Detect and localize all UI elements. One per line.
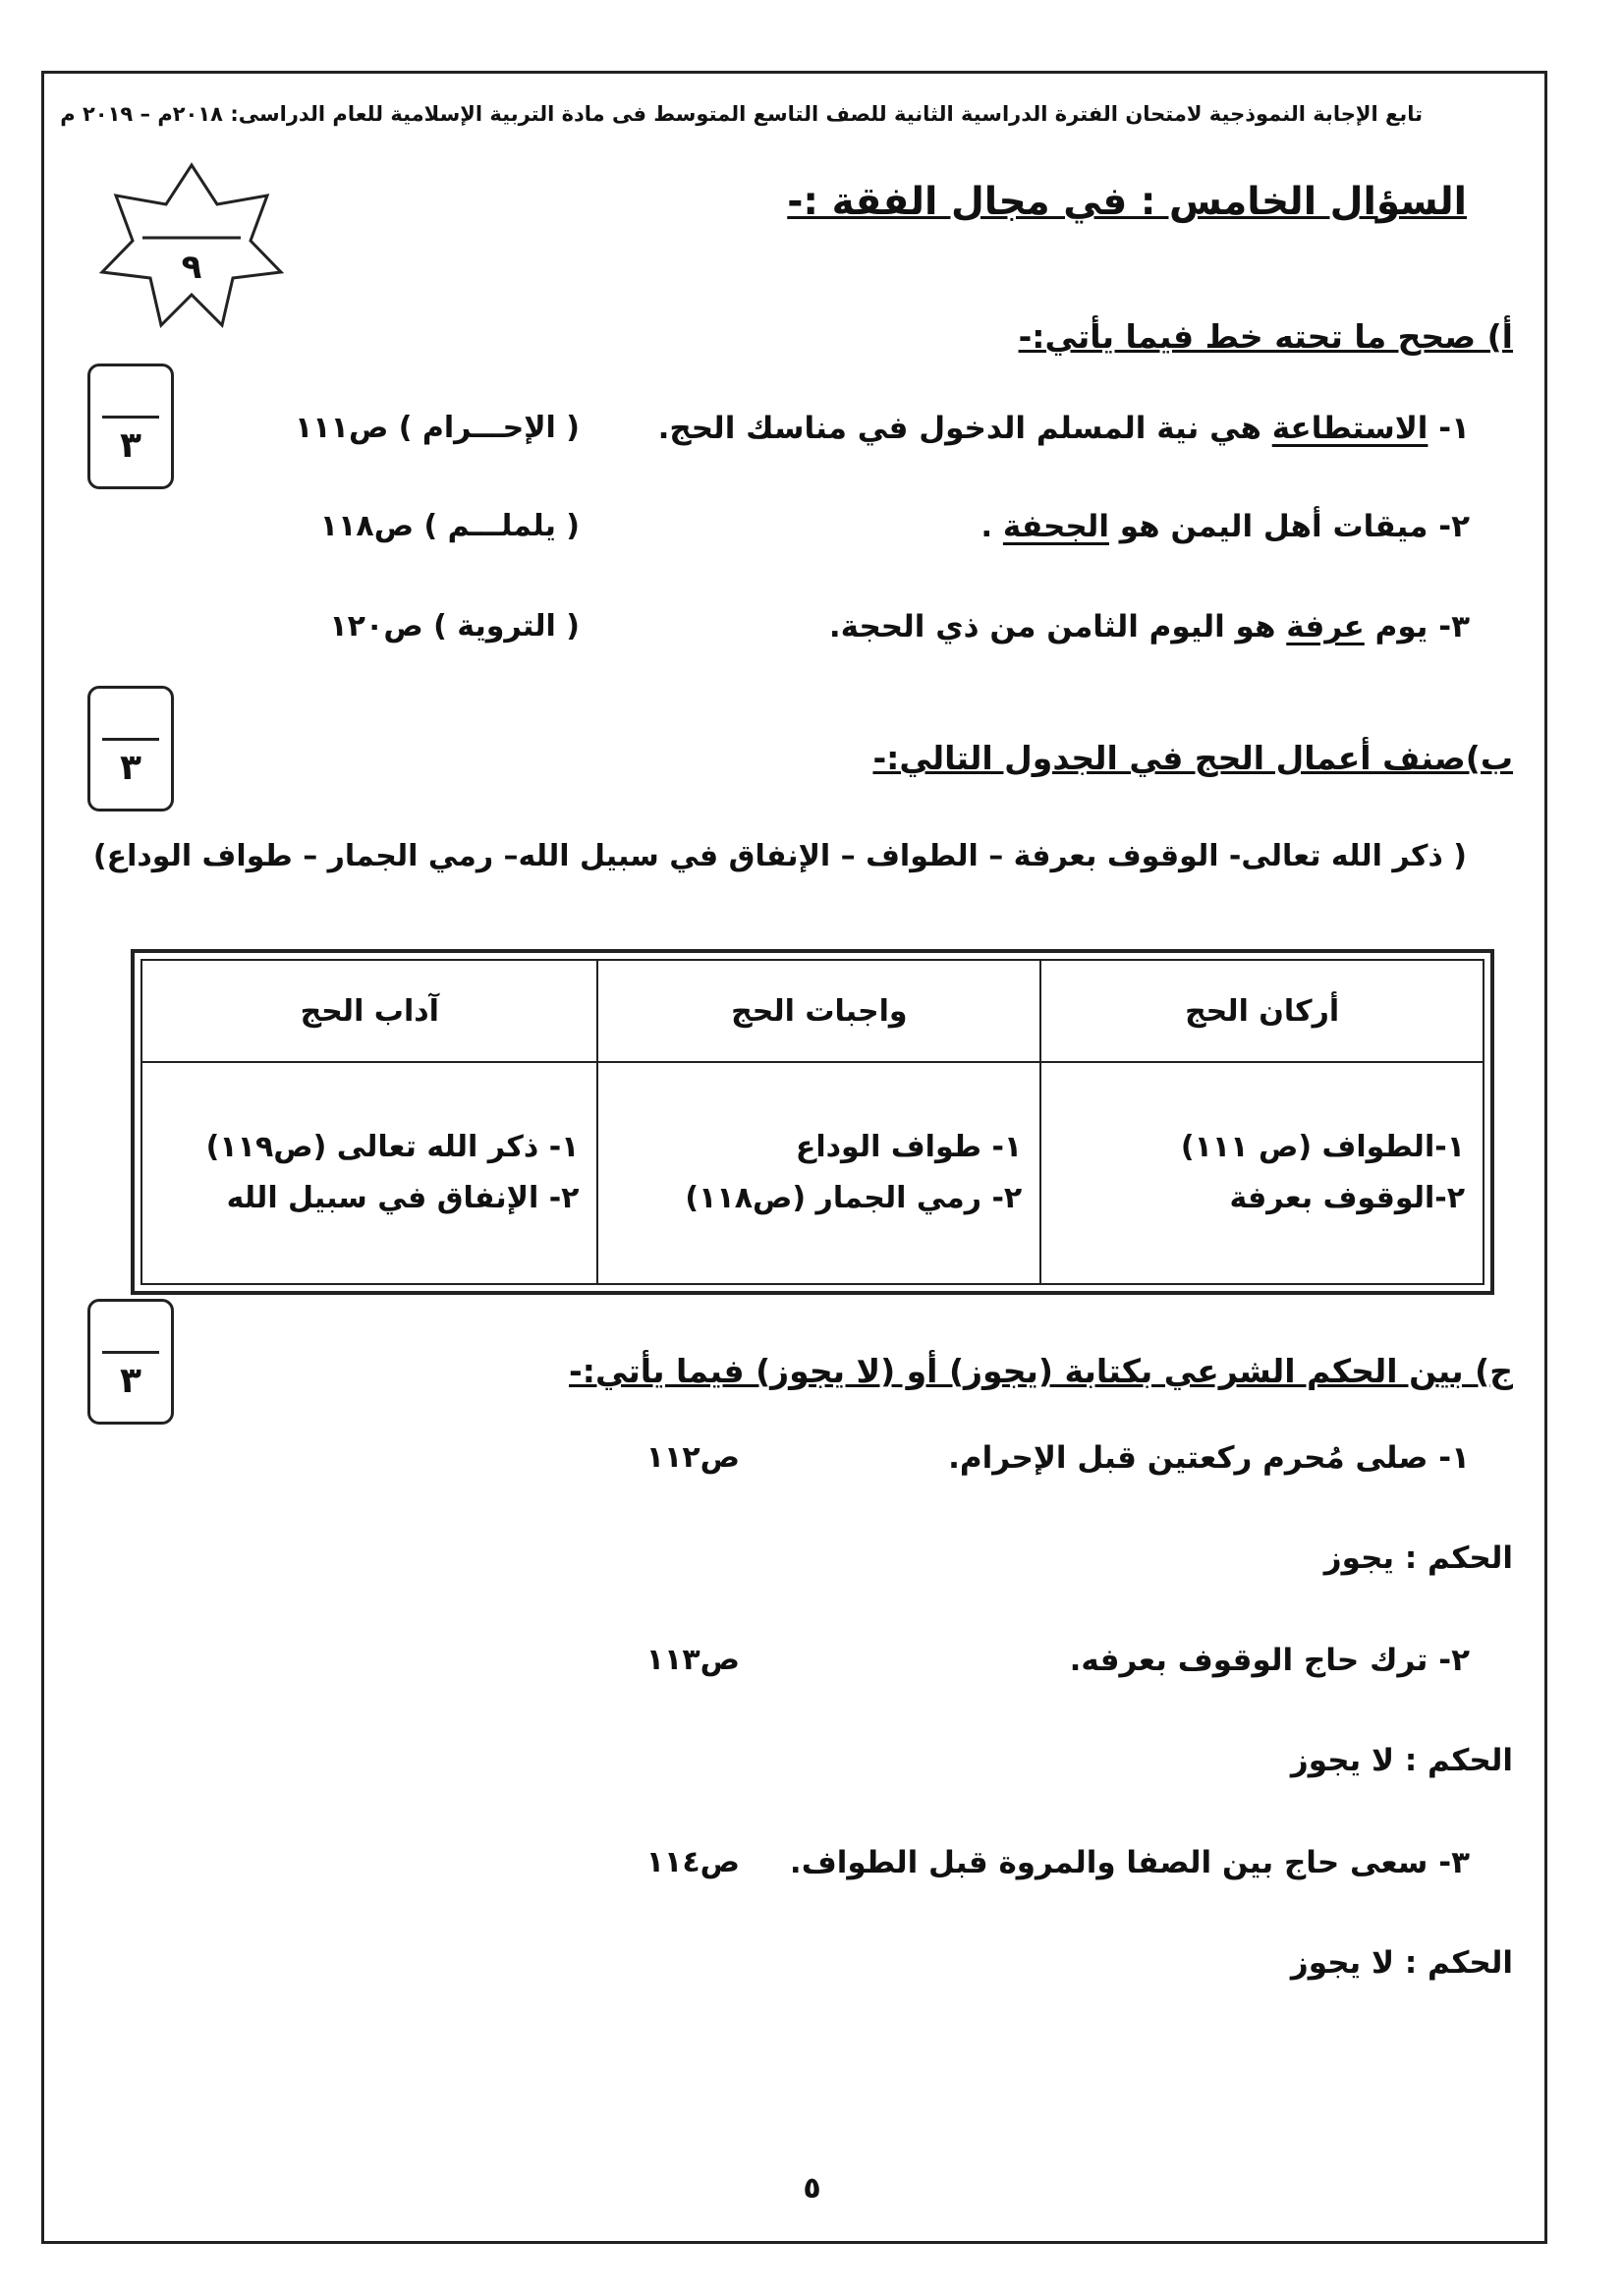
column-header-pillars: أركان الحج: [1040, 960, 1484, 1062]
section-c-ruling-3: الحكم : لا يجوز: [1290, 1945, 1513, 1981]
section-b-score-box: [87, 686, 174, 812]
table-row: [141, 1062, 1484, 1284]
section-a-answer-3: ( التروية ) ص١٢٠: [329, 609, 580, 644]
section-c-page-2: ص١١٣: [645, 1643, 740, 1677]
column-header-etiquettes: آداب الحج: [141, 960, 597, 1062]
section-a-answer-1: ( الإحـــرام ) ص١١١: [295, 411, 580, 445]
column-header-obligations: واجبات الحج: [597, 960, 1040, 1062]
question-title: السؤال الخامس : في مجال الفقة :-: [787, 180, 1467, 224]
section-a-answer-2: ( يلملـــم ) ص١١٨: [319, 509, 580, 543]
cell-etiquettes: ١- ذكر الله تعالى (ص١١٩) ٢- الإنفاق في سبيل الله: [141, 1062, 597, 1284]
section-c-item-1: ١- صلى مُحرم ركعتين قبل الإحرام.: [948, 1440, 1470, 1476]
section-c-score: ٣: [120, 1361, 141, 1401]
section-c-page-1: ص١١٢: [645, 1440, 740, 1475]
section-a-item-2: ٢- ميقات أهل اليمن هو الجحفة .: [980, 509, 1470, 544]
section-c-ruling-2: الحكم : لا يجوز: [1290, 1743, 1513, 1778]
page-header: تابع الإجابة النموذجية لامتحان الفترة الدراسية الثانية للصف التاسع المتوسط فى مادة التربية الإسلامية للعام الدراسى: ٢٠١٨م – ٢٠١٩ م: [60, 102, 1423, 126]
section-c-score-box: [87, 1299, 174, 1425]
section-c-page-3: ص١١٤: [645, 1845, 740, 1879]
section-a-heading: أ) صحح ما تحته خط فيما يأتي:-: [1018, 317, 1513, 356]
section-a-score-box: [87, 364, 174, 489]
section-a-score: ٣: [120, 425, 141, 466]
hajj-classification-table: [131, 949, 1494, 1295]
section-c-item-3: ٣- سعى حاج بين الصفا والمروة قبل الطواف.: [789, 1845, 1470, 1880]
cell-obligations: ١- طواف الوداع ٢- رمي الجمار (ص١١٨): [597, 1062, 1040, 1284]
section-b-score: ٣: [120, 748, 141, 788]
section-c-heading: ج) بين الحكم الشرعي بكتابة (يجوز) أو (لا يجوز) فيما يأتي:-: [569, 1352, 1513, 1390]
section-a-item-3: ٣- يوم عرفة هو اليوم الثامن من ذي الحجة.: [828, 609, 1470, 644]
table-header-row: [141, 960, 1484, 1062]
section-c-ruling-1: الحكم : يجوز: [1323, 1540, 1513, 1576]
cell-pillars: ١-الطواف (ص ١١١) ٢-الوقوف بعرفة: [1040, 1062, 1484, 1284]
section-b-heading: ب)صنف أعمال الحج في الجدول التالي:-: [872, 739, 1513, 777]
section-b-options: ( ذكر الله تعالى- الوقوف بعرفة – الطواف – الإنفاق في سبيل الله– رمي الجمار – طواف الوداع): [92, 839, 1467, 873]
section-a-item-1: ١- الاستطاعة هي نية المسلم الدخول في مناسك الحج.: [657, 411, 1470, 446]
page-number: ٥: [803, 2171, 821, 2206]
section-c-item-2: ٢- ترك حاج الوقوف بعرفه.: [1069, 1643, 1470, 1678]
total-score-value: ٩: [181, 248, 202, 287]
